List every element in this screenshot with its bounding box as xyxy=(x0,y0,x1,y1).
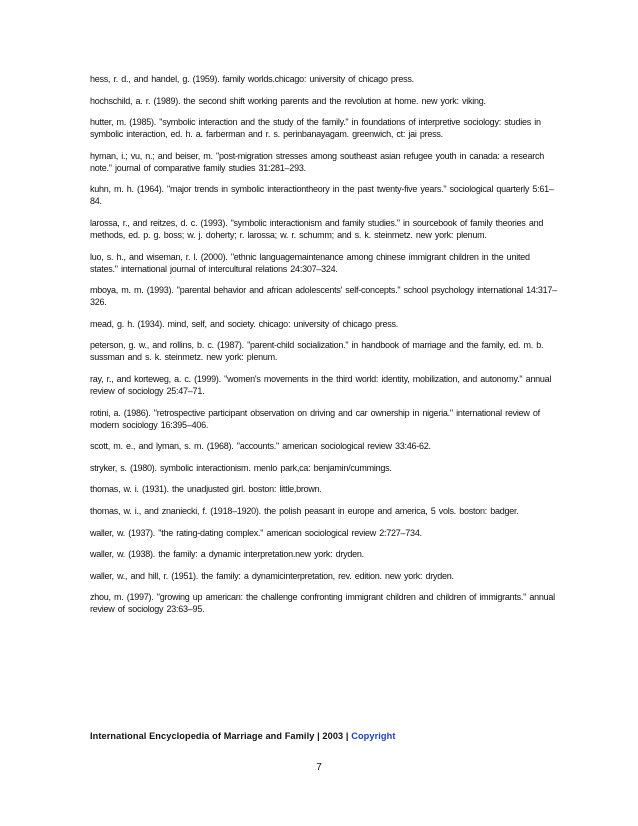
reference-entry: thomas, w. i. (1931). the unadjusted girl. boston: little,brown. xyxy=(90,484,322,495)
reference-entry: larossa, r., and reitzes, d. c. (1993). "symbolic interactionism and family studies." in sourcebook of family theories and methods, ed. p. g. boss; w. j. doherty; r. larossa; w. r. schumm; and s. k. steinmetz. new york: plenum. xyxy=(90,217,544,240)
reference-entry: kuhn, m. h. (1964). "major trends in symbolic interactiontheory in the past twenty-five years." sociological quarterly 5:61–84. xyxy=(90,184,554,207)
reference-entry: zhou, m. (1997). "growing up american: the challenge confronting immigrant children and children of immigrants." annual review of sociology 23:63–95. xyxy=(90,592,555,615)
reference-list xyxy=(90,73,560,625)
reference-entry: luo, s. h., and wiseman, r. l. (2000). "ethnic languagemaintenance among chinese immigrant children in the united states." international journal of intercultural relations 24:307–324. xyxy=(90,251,530,274)
page-number: 7 xyxy=(316,762,322,773)
reference-entry: mboya, m. m. (1993). "parental behavior and african adolescents' self-concepts." school psychology international 14:317–326. xyxy=(90,285,557,308)
page-footer xyxy=(90,731,396,741)
footer-title: International Encyclopedia of Marriage and Family | 2003 | xyxy=(90,731,352,741)
reference-entry: rotini, a. (1986). "retrospective participant observation on driving and car ownership in nigeria." international review of modern sociology 16:395–406. xyxy=(90,407,540,430)
reference-entry: peterson, g. w., and rollins, b. c. (1987). "parent-child socialization." in handbook of marriage and the family, ed. m. b. sussman and s. k. steinmetz. new york: plenum. xyxy=(90,340,544,363)
reference-entry: ray, r., and korteweg, a. c. (1999). "women's movements in the third world: identity, mobilization, and autonomy." annual review of sociology 25:47–71. xyxy=(90,373,552,396)
reference-entry: hyman, i.; vu, n.; and beiser, m. "post-migration stresses among southeast asian refugee youth in canada: a research note." journal of comparative family studies 31:281–293. xyxy=(90,150,544,173)
reference-entry: hochschild, a. r. (1989). the second shift working parents and the revolution at home. new york: viking. xyxy=(90,95,486,106)
reference-entry: waller, w. (1938). the family: a dynamic interpretation.new york: dryden. xyxy=(90,549,364,560)
reference-entry: scott, m. e., and lyman, s. m. (1968). "accounts." american sociological review 33:46-62. xyxy=(90,441,431,452)
reference-entry: stryker, s. (1980). symbolic interactionism. menlo park,ca: benjamin/cummings. xyxy=(90,462,392,473)
reference-entry: hutter, m. (1985). "symbolic interaction and the study of the family." in foundations of interpretive sociology: studies in symbolic interaction, ed. h. a. farberman and r. s. perinbanayagam. greenwich, ct: jai press. xyxy=(90,117,541,140)
reference-entry: waller, w. (1937). "the rating-dating complex." american sociological review 2:727–734. xyxy=(90,527,422,538)
reference-entry: hess, r. d., and handel, g. (1959). family worlds.chicago: university of chicago press. xyxy=(90,74,414,84)
copyright-link[interactable]: Copyright xyxy=(351,731,396,741)
reference-entry: thomas, w. i., and znaniecki, f. (1918–1920). the polish peasant in europe and america, 5 vols. boston: badger. xyxy=(90,505,519,516)
reference-entry: waller, w., and hill, r. (1951). the family: a dynamicinterpretation, rev. edition. new york: dryden. xyxy=(90,570,454,581)
reference-entry: mead, g. h. (1934). mind, self, and society. chicago: university of chicago press. xyxy=(90,318,398,329)
